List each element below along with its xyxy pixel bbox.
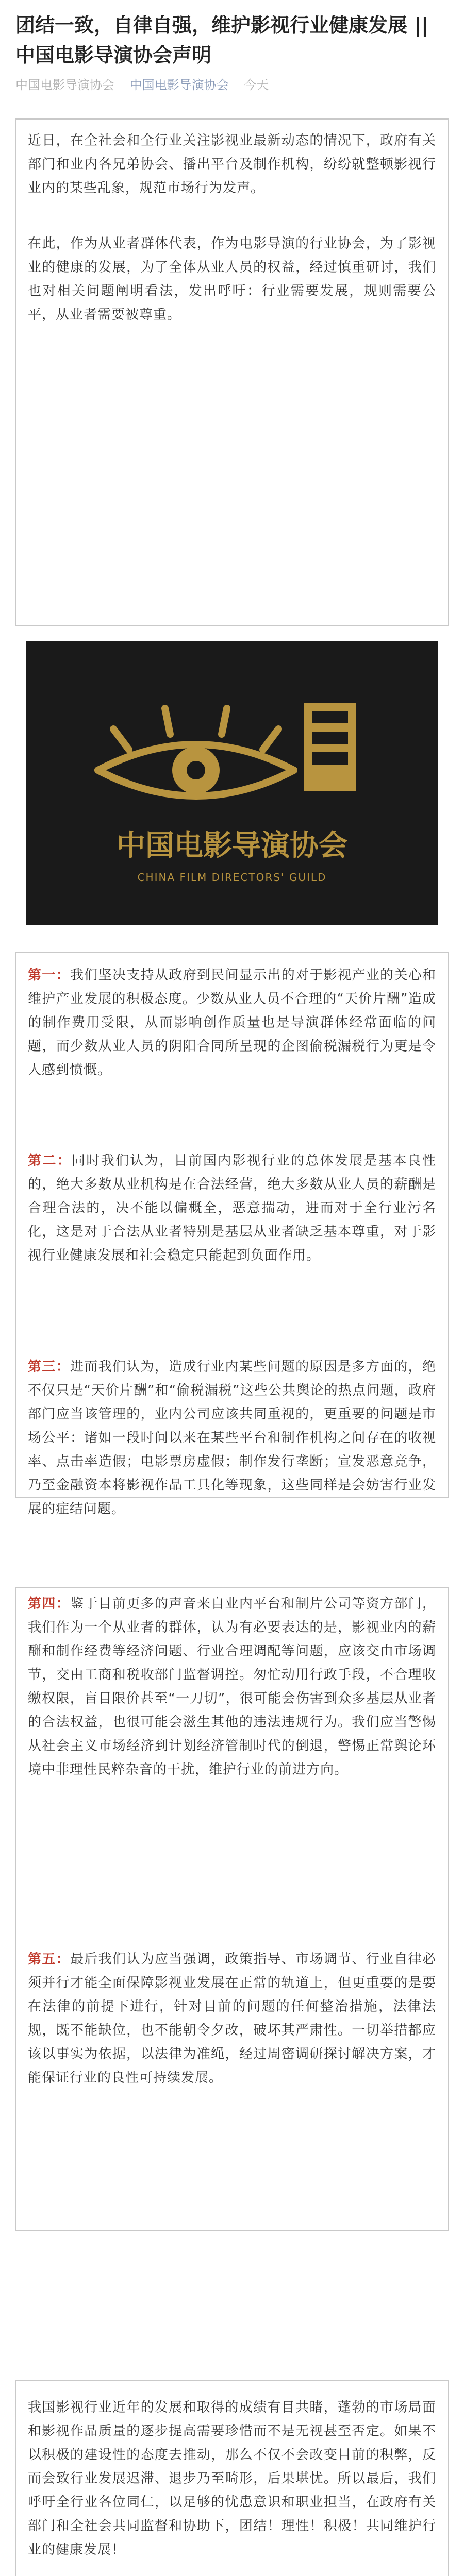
article-meta xyxy=(15,76,449,94)
logo-text-en: CHINA FILM DIRECTORS' GUILD xyxy=(137,871,327,884)
logo-text-cn: 中国电影导演协会 xyxy=(117,829,347,862)
point-4 xyxy=(28,1592,436,1782)
article-date: 今天 xyxy=(244,78,269,92)
point-2-lead: 第二： xyxy=(28,1153,72,1168)
point-4-lead: 第四： xyxy=(28,1596,70,1612)
point-5 xyxy=(28,1947,436,2090)
point-3-lead: 第三： xyxy=(28,1359,70,1375)
point-1-text: 我们坚决支持从政府到民间显示出的对于影视产业的关心和维护产业发展的积极态度。少数从业人员不合理的“天价片酬”造成的制作费用受限，从而影响创作质量也是导演群体经常面临的问题，而少数从业人员的阴阳合同所呈现的企图偷税漏税行为更是令人感到愤慨。 xyxy=(28,968,436,1078)
guild-logo-icon xyxy=(26,641,438,925)
point-1-lead: 第一： xyxy=(28,968,70,983)
point-2-text: 同时我们认为，目前国内影视行业的总体发展是基本良性的，绝大多数从业机构是在合法经营，绝大多数从业人员的薪酬是合理合法的，决不能以偏概全，恶意揣动，进而对于全行业污名化，这是对于合法从业者特别是基层从业者缺乏基本尊重，对于影视行业健康发展和社会稳定只能起到负面作用。 xyxy=(28,1153,436,1263)
point-3-text: 进而我们认为，造成行业内某些问题的原因是多方面的，绝不仅只是“天价片酬”和“偷税漏税”这些公共舆论的热点问题，政府部门应当该管理的，业内公司应该共同重视的，更重要的问题是市场公平：诸如一段时间以来在某些平台和制作机构之间存在的收视率、点击率造假；电影票房虚假；制作发行垄断；宣发恶意竞争，乃至金融资本将影视作品工具化等现象，这些同样是会妨害行业发展的症结问题。 xyxy=(28,1359,436,1517)
point-4-text: 鉴于目前更多的声音来自业内平台和制片公司等资方部门，我们作为一个从业者的群体，认为有必要表达的是，影视业内的薪酬和制作经费等经济问题、行业合理调配等问题，应该交由市场调节，交由工商和税收部门监督调控。匆忙动用行政手段，不合理收缴权限，盲目限价甚至“一刀切”，很可能会伤害到众多基层从业者的合法权益，也很可能会滋生其他的违法违规行为。我们应当警惕从社会主义市场经济到计划经济管制时代的倒退，警惕正常舆论环境中非理性民粹杂音的干扰，维护行业的前进方向。 xyxy=(28,1596,436,1777)
intro-paragraph-1: 近日，在全社会和全行业关注影视业最新动态的情况下，政府有关部门和业内各兄弟协会、播出平台及制作机构，纷纷就整顿影视行业内的某些乱象，规范市场行为发声。 xyxy=(28,133,436,196)
article-source: 中国电影导演协会 xyxy=(15,78,114,92)
point-5-text: 最后我们认为应当强调，政策指导、市场调节、行业自律必须并行才能全面保障影视业发展在正常的轨道上，但更重要的是要在法律的前提下进行，针对目前的问题的任何整治措施，法律法规，既不能缺位，也不能朝令夕改，破坏其严肃性。一切举措都应该以事实为依据，以法律为准绳，经过周密调研探讨解决方案，才能保证行业的良性可持续发展。 xyxy=(28,1952,436,2086)
point-5-lead: 第五： xyxy=(28,1952,70,1967)
point-1 xyxy=(28,963,436,1082)
point-2 xyxy=(28,1149,436,1267)
account-link[interactable]: 中国电影导演协会 xyxy=(129,78,229,92)
closing-paragraph: 我国影视行业近年的发展和取得的成绩有目共睹，蓬勃的市场局面和影视作品质量的逐步提高需要珍惜而不是无视甚至否定。如果不以积极的建设性的态度去推动，那么不仅不会改变目前的积弊，反而会致行业发展迟滞、退步乃至畸形，后果堪忧。所以最后，我们呼吁全行业各位同仁，以足够的忧患意识和职业担当，在政府有关部门和全社会共同监督和协助下，团结！理性！积极！共同维护行业的健康发展！ xyxy=(28,2400,436,2557)
article-title: 团结一致，自律自强，维护影视行业健康发展 || 中国电影导演协会声明 xyxy=(15,14,428,66)
intro-paragraph-2: 在此，作为从业者群体代表，作为电影导演的行业协会，为了影视业的健康的发展，为了全体从业人员的权益，经过慎重研讨，我们也对相关问题阐明看法，发出呼吁：行业需要发展，规则需要公平，从业者需要被尊重。 xyxy=(28,236,436,323)
guild-logo-image xyxy=(26,641,438,925)
point-3 xyxy=(28,1355,436,1521)
